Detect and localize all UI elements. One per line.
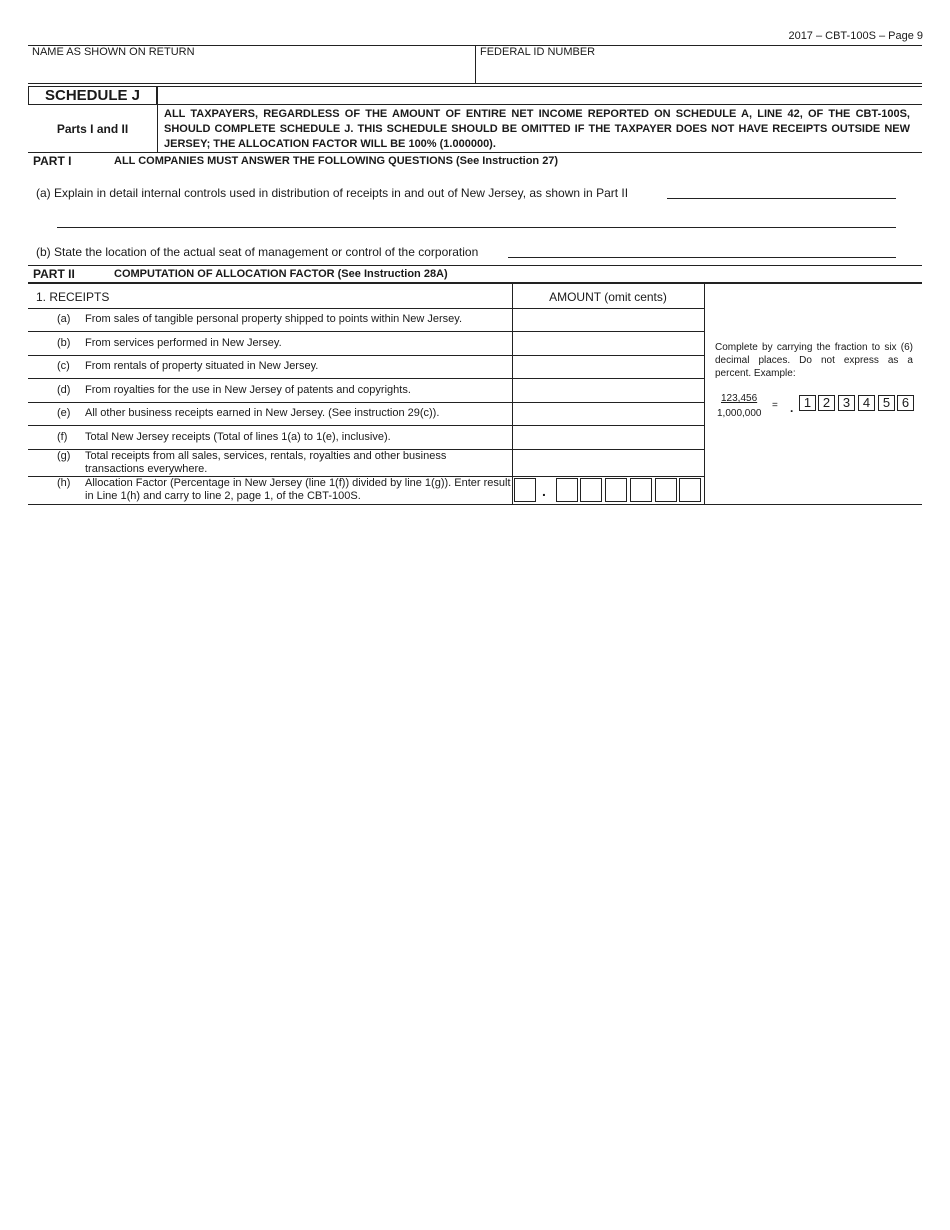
allocation-factor-digit-box[interactable] — [605, 478, 627, 502]
divider — [28, 308, 704, 309]
example-equals-sign: = — [772, 400, 778, 411]
allocation-factor-digit-box[interactable] — [580, 478, 602, 502]
divider — [28, 355, 704, 356]
row-d-amount-input[interactable] — [514, 380, 706, 402]
part1-label: PART I — [33, 154, 72, 168]
row-c-letter: (c) — [57, 360, 70, 372]
question-a-input[interactable] — [667, 184, 896, 199]
divider — [157, 86, 922, 87]
divider — [28, 504, 922, 505]
fein-label: FEDERAL ID NUMBER — [480, 46, 596, 58]
divider — [28, 282, 922, 284]
question-b-text: (b) State the location of the actual seat of management or control of the corporation — [36, 245, 479, 259]
divider — [28, 265, 922, 266]
part1-heading: ALL COMPANIES MUST ANSWER THE FOLLOWING QUESTIONS (See Instruction 27) — [114, 155, 559, 167]
row-d-letter: (d) — [57, 384, 71, 396]
row-a-text: From sales of tangible personal property shipped to points within New Jersey. — [85, 313, 463, 325]
schedule-title: SCHEDULE J — [28, 86, 157, 105]
row-e-amount-input[interactable] — [514, 404, 706, 426]
divider — [28, 83, 922, 84]
divider — [157, 104, 922, 105]
decimal-instructions-note: Complete by carrying the fraction to six (6) decimal places. Do not express as a percent. Example: — [715, 342, 913, 379]
receipts-header: 1. RECEIPTS — [36, 290, 110, 304]
row-g-text: Total receipts from all sales, services, rentals, royalties and other business transactions everywhere. — [85, 450, 447, 475]
amount-header: AMOUNT (omit cents) — [549, 290, 667, 304]
row-a-letter: (a) — [57, 313, 71, 325]
example-numerator: 123,456 — [721, 393, 758, 404]
schedule-notice: ALL TAXPAYERS, REGARDLESS OF THE AMOUNT OF ENTIRE NET INCOME REPORTED ON SCHEDULE A, LINE 42, OF THE CBT-100S, SHOULD COMPLETE SCHEDULE J. THIS SCHEDULE SHOULD BE OMITTED IF THE TAXPAYER DOES NOT HAVE RECEIPTS OUTSIDE NEW JERSEY; THE ALLOCATION FACTOR WILL BE 100% (1.000000). — [164, 108, 910, 150]
allocation-factor-digit-box[interactable] — [556, 478, 578, 502]
divider — [157, 86, 158, 152]
row-c-amount-input[interactable] — [514, 357, 706, 379]
question-a-input-line2[interactable] — [57, 212, 896, 228]
divider — [28, 152, 922, 153]
divider — [28, 402, 704, 403]
allocation-factor-whole-box[interactable] — [514, 478, 536, 502]
row-b-amount-input[interactable] — [514, 333, 706, 355]
example-digit: 5 — [878, 395, 895, 411]
example-digit: 6 — [897, 395, 914, 411]
row-b-text: From services performed in New Jersey. — [85, 337, 282, 349]
row-d-text: From royalties for the use in New Jersey of patents and copyrights. — [85, 384, 411, 396]
name-label: NAME AS SHOWN ON RETURN — [32, 46, 195, 58]
schedule-subtitle: Parts I and II — [56, 122, 129, 136]
example-digit: 4 — [858, 395, 875, 411]
question-b-input[interactable] — [508, 243, 896, 258]
example-digit: 3 — [838, 395, 855, 411]
question-a-text: (a) Explain in detail internal controls used in distribution of receipts in and out of New Jersey, as shown in Part II — [36, 186, 629, 200]
row-f-text: Total New Jersey receipts (Total of lines 1(a) to 1(e), inclusive). — [85, 431, 391, 443]
example-digit: 2 — [818, 395, 835, 411]
row-a-amount-input[interactable] — [514, 310, 706, 332]
row-g-letter: (g) — [57, 450, 71, 462]
row-g-amount-input[interactable] — [514, 451, 706, 476]
row-b-letter: (b) — [57, 337, 71, 349]
row-h-text: Allocation Factor (Percentage in New Jersey (line 1(f)) divided by line 1(g)). Enter result in Line 1(h) and carry to line 2, page 1, of the CBT-100S. — [85, 477, 511, 502]
example-denominator: 1,000,000 — [717, 408, 762, 419]
allocation-factor-digit-box[interactable] — [655, 478, 677, 502]
example-decimal-point: . — [790, 401, 794, 415]
part2-label: PART II — [33, 267, 75, 281]
allocation-factor-digit-box[interactable] — [630, 478, 652, 502]
row-f-letter: (f) — [57, 431, 68, 443]
example-digit: 1 — [799, 395, 816, 411]
page-number-header: 2017 – CBT-100S – Page 9 — [788, 30, 923, 42]
name-input[interactable] — [32, 60, 474, 82]
row-f-amount-input[interactable] — [514, 427, 706, 449]
allocation-factor-digit-box[interactable] — [679, 478, 701, 502]
row-e-letter: (e) — [57, 407, 71, 419]
part2-heading: COMPUTATION OF ALLOCATION FACTOR (See Instruction 28A) — [114, 268, 448, 280]
divider — [475, 45, 476, 83]
row-e-text: All other business receipts earned in New Jersey. (See instruction 29(c)). — [85, 407, 440, 419]
fein-input[interactable] — [480, 60, 922, 82]
row-h-letter: (h) — [57, 477, 71, 489]
row-c-text: From rentals of property situated in New Jersey. — [85, 360, 319, 372]
divider — [512, 284, 513, 504]
allocation-factor-decimal-point: . — [542, 483, 546, 499]
